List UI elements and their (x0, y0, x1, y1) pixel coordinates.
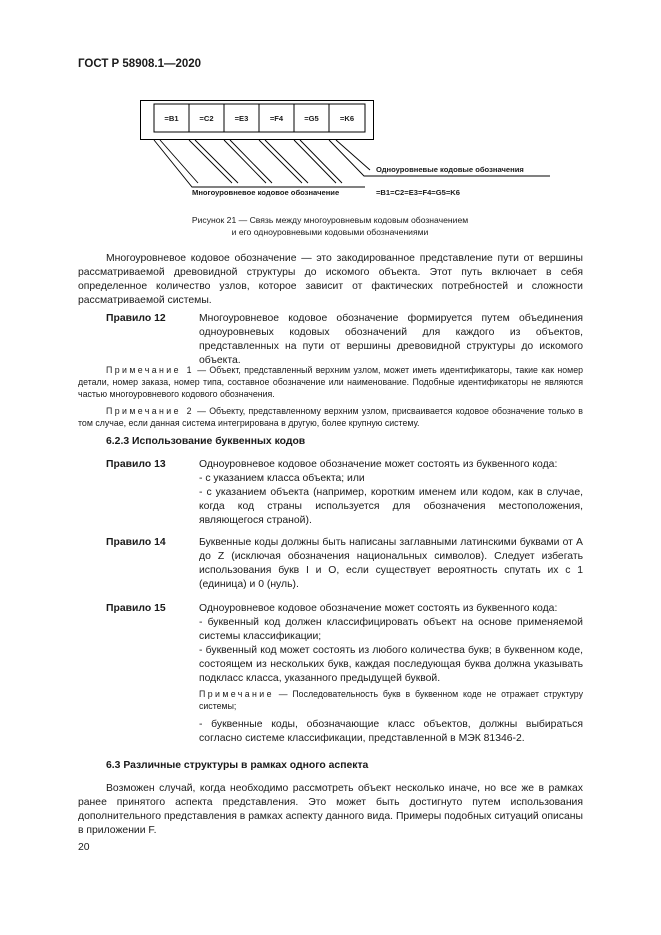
single-level-label: Одноуровневые кодовые обозначения (376, 165, 524, 174)
code-cells-row (154, 104, 365, 132)
code-cell: =F4 (269, 113, 284, 123)
rule-15-note (199, 688, 583, 712)
note-2 (78, 405, 583, 429)
rule-15-line: Одноуровневое кодовое обозначение может состоять из буквенного кода: (199, 603, 558, 614)
code-cell: =G5 (304, 113, 319, 123)
note-1-prefix: Примечание 1 (106, 365, 194, 375)
rule-15-line: - буквенный код может состоять из любого количества букв; в буквенном коде, состоящем из нескольких букв, каждая последующая буква должна указывать подкласс класса, указанного предыдущей буквой. (199, 645, 583, 684)
note-1 (78, 364, 583, 400)
code-cell: =C2 (199, 113, 214, 123)
section-6-3-heading: 6.3 Различные структуры в рамках одного аспекта (106, 760, 369, 771)
code-cell: =B1 (164, 113, 179, 123)
rule-15-note-text: — Последовательность букв в буквенном коде не отражает структуру системы; (199, 689, 583, 711)
rule-12-label: Правило 12 (106, 313, 166, 324)
rule-14-text: Буквенные коды должны быть написаны заглавными латинскими буквами от A до Z (исключая обозначения национальных символов). Следует избегать использования букв I и O, если существует вероятность спутать их с 1 (единица) и 0 (нуль). (199, 537, 583, 590)
rule-15-note-prefix: Примечание (199, 689, 274, 699)
rule-12-text: Многоуровневое кодовое обозначение формируется путем объединения одноуровневых кодовых обозначений для каждого из объектов, представленных на пути от вершины древовидной структуры до искомого объекта. (199, 313, 583, 366)
note-2-prefix: Примечание 2 (106, 406, 194, 416)
figure-21 (140, 100, 560, 200)
rule-15-line: - буквенный код должен классифицировать объект на основе применяемой системы классификации; (199, 617, 583, 642)
rule-13-line: - с указанием объекта (например, коротким именем или кодом, как в случае, когда код страны используется для обозначения местоположения, являющегося страной). (199, 487, 583, 526)
rule-15-last-line: - буквенные коды, обозначающие класс объектов, должны выбираться согласно системе классификации, представленной в МЭК 81346-2. (199, 719, 583, 744)
figure-caption (110, 215, 550, 238)
section-6-2-3-heading: 6.2.3 Использование буквенных кодов (106, 436, 306, 447)
note-2-text: — Объекту, представленному верхним узлом, присваивается кодовое обозначение только в том случае, если данная система интегрирована в другую, более крупную систему. (78, 406, 583, 428)
page-number: 20 (78, 842, 90, 853)
intro-paragraph: Многоуровневое кодовое обозначение — это закодированное представление пути от вершины рассматриваемой древовидной структуры до искомого объекта. Этот путь включает в себя определенное количество узлов, которое зависит от фактических потребностей и сложности рассматриваемой системы. (78, 253, 583, 306)
rule-13-line: Одноуровневое кодовое обозначение может состоять из буквенного кода: (199, 459, 558, 470)
multi-level-value: =B1=C2=E3=F4=G5=K6 (376, 188, 461, 197)
caption-line-2: и его одноуровневыми кодовыми обозначениями (231, 226, 429, 237)
note-1-text: — Объект, представленный верхним узлом, может иметь идентификаторы, такие как номер детали, номер заказа, номер типа, составное обозначение или наименование. Подобные идентификаторы не являются частью многоуровневого кодового обозначения. (78, 365, 583, 399)
final-paragraph: Возможен случай, когда необходимо рассмотреть объект несколько иначе, но все же в рамках ранее принятого аспекта представления. Это может быть достигнуто путем использования дополнительного представления в рамках аспекту данного вида. Примеры подобных ситуаций описаны в приложении F. (78, 783, 583, 836)
rule-13-text (199, 458, 583, 528)
rule-15-label: Правило 15 (106, 603, 166, 614)
rule-14-label: Правило 14 (106, 537, 166, 548)
code-cell: =K6 (339, 113, 355, 123)
multi-level-label: Многоуровневое кодовое обозначение (192, 188, 340, 197)
document-header: ГОСТ Р 58908.1—2020 (78, 58, 202, 70)
caption-line-1: Рисунок 21 — Связь между многоуровневым кодовым обозначением (191, 215, 469, 225)
rule-13-label: Правило 13 (106, 459, 166, 470)
rule-13-line: - с указанием класса объекта; или (199, 473, 365, 484)
code-cell: =E3 (234, 113, 249, 123)
rule-15-text (199, 602, 583, 686)
